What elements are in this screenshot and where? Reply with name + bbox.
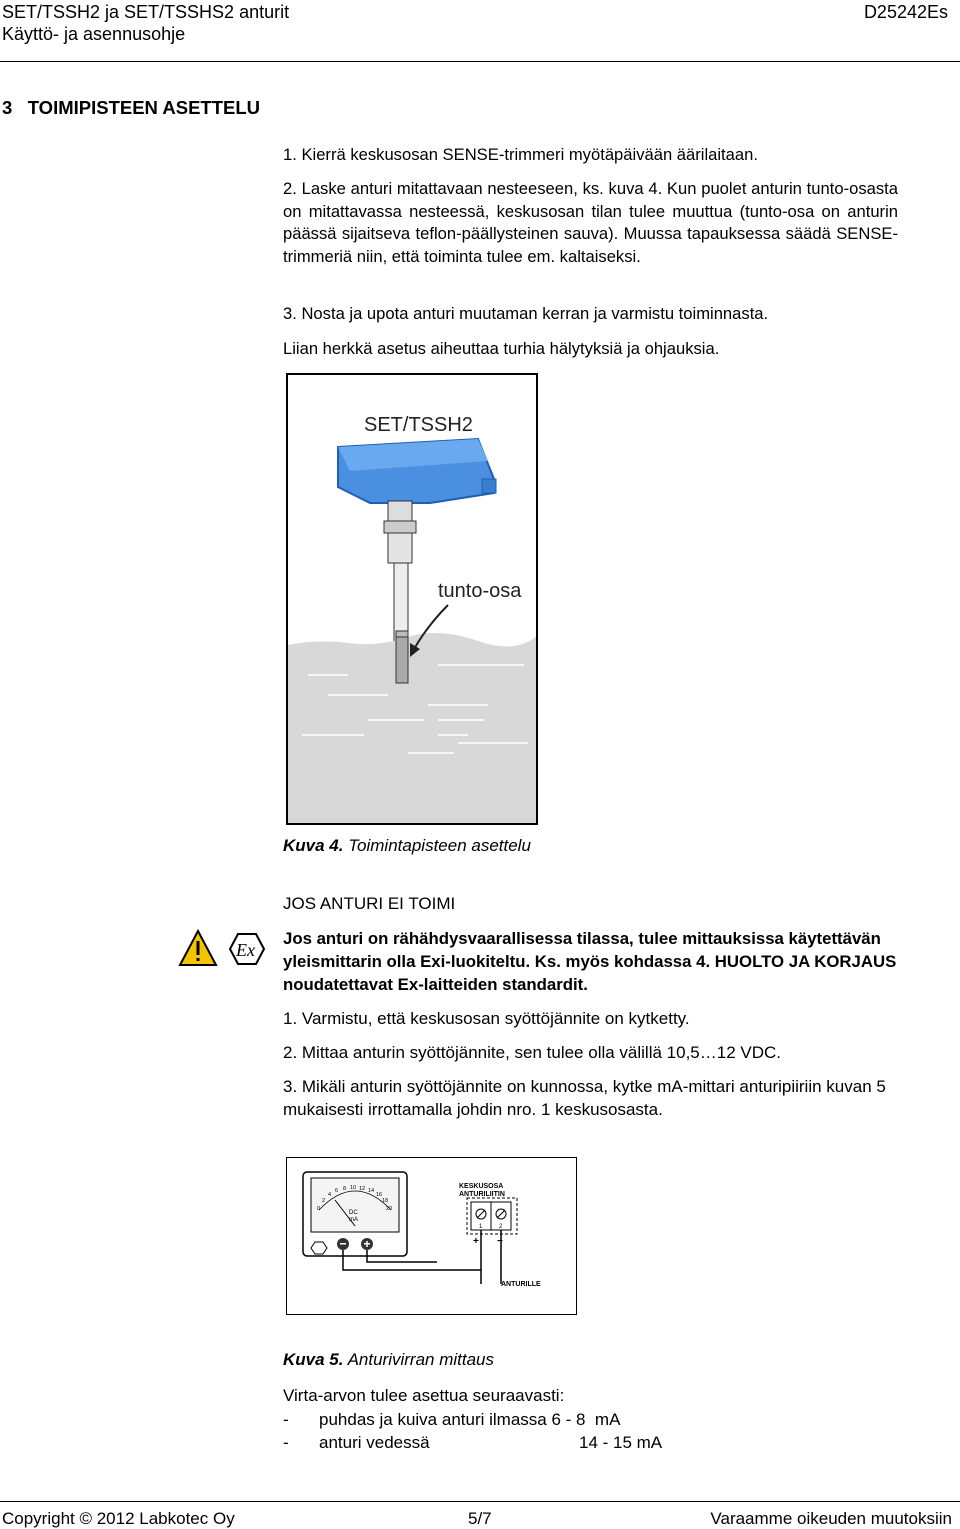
device-label: SET/TSSH2 bbox=[364, 414, 473, 436]
sensor-fitting bbox=[388, 533, 412, 563]
troubleshoot-step-2: 2. Mittaa anturin syöttöjännite, sen tulee olla välillä 10,5…12 VDC. bbox=[283, 1043, 781, 1062]
warning-triangle-icon bbox=[180, 931, 216, 965]
svg-text:10: 10 bbox=[350, 1185, 357, 1191]
warning-icons bbox=[178, 928, 268, 970]
svg-text:20: 20 bbox=[386, 1206, 393, 1212]
meter-ex-icon bbox=[311, 1242, 327, 1254]
sensor-nut bbox=[384, 521, 416, 533]
svg-text:12: 12 bbox=[359, 1186, 366, 1192]
svg-text:6: 6 bbox=[335, 1188, 339, 1194]
ex-symbol-icon bbox=[230, 934, 264, 964]
figure-4-number: Kuva 4. bbox=[283, 836, 344, 855]
ma-meter bbox=[303, 1172, 407, 1256]
measurement-illustration bbox=[287, 1158, 577, 1315]
troubleshoot-step-1: 1. Varmistu, että keskusosan syöttöjännite on kytketty. bbox=[283, 1009, 690, 1028]
step-3: 3. Nosta ja upota anturi muutaman kerran ja varmistu toiminnasta. bbox=[283, 304, 769, 323]
sensor-neck bbox=[388, 501, 412, 521]
figure-4-caption bbox=[283, 836, 531, 856]
sensing-tip-submerged bbox=[396, 637, 408, 683]
figure-4-sensor-diagram bbox=[286, 373, 538, 825]
plus-sign: + bbox=[473, 1236, 479, 1247]
liquid bbox=[288, 633, 538, 825]
current-values bbox=[283, 1384, 662, 1455]
cable-gland bbox=[482, 479, 496, 493]
current-item-water-value: 14 - 15 mA bbox=[579, 1433, 663, 1452]
meter-unit-dc: DC bbox=[349, 1210, 358, 1216]
doc-code: D25242Es bbox=[863, 2, 948, 22]
current-item-water-label: anturi vedessä bbox=[319, 1433, 430, 1452]
figure-4-text: Toimintapisteen asettelu bbox=[343, 836, 531, 855]
svg-text:16: 16 bbox=[376, 1192, 383, 1198]
central-unit-connector bbox=[459, 1183, 517, 1247]
figure-5-measurement-diagram bbox=[286, 1157, 577, 1315]
figure-5-number: Kuva 5. bbox=[283, 1350, 344, 1369]
svg-text:Ex: Ex bbox=[236, 940, 255, 960]
pointer-label: tunto-osa bbox=[438, 580, 522, 602]
troubleshoot-heading: JOS ANTURI EI TOIMI bbox=[283, 894, 456, 913]
svg-text:0: 0 bbox=[317, 1206, 321, 1212]
terminal-1-label: 1 bbox=[479, 1224, 483, 1230]
meter-unit-ma: mA bbox=[349, 1217, 358, 1223]
step-2: 2. Laske anturi mitattavaan nesteeseen, ks. kuva 4. Kun puolet anturin tunto-osasta on mitattavassa nesteessä, keskusosan tilan tulee muuttua (tunto-osa on anturin päässä sijaitseva teflon-päällysteinen sauva). Muussa tapauksessa säädä SENSE-trimmeriä niin, että toiminta tulee em. kaltaiseksi. bbox=[283, 179, 898, 266]
minus-sign: − bbox=[497, 1236, 503, 1247]
page-number: 5/7 bbox=[468, 1509, 492, 1528]
troubleshoot-step-3: 3. Mikäli anturin syöttöjännite on kunnossa, kytke mA-mittari anturipiiriin kuvan 5 mukaisesti irrottamalla johdin nro. 1 keskusosasta. bbox=[283, 1077, 886, 1119]
terminal-2-label: 2 bbox=[499, 1224, 503, 1230]
panel-title-1: KESKUSOSA bbox=[459, 1183, 504, 1190]
ex-warning-text: Jos anturi on rähähdysvaarallisessa tilassa, tulee mittauksissa käytettävän yleismittarin olla Exi-luokiteltu. Ks. myös kohdassa 4. HUOLTO JA KORJAUS noudatettavat Ex-laitteiden standardit. bbox=[283, 929, 897, 994]
sensitivity-note: Liian herkkä asetus aiheuttaa turhia hälytyksiä ja ohjauksia. bbox=[283, 339, 720, 358]
doc-title: SET/TSSH2 ja SET/TSSHS2 anturit bbox=[2, 2, 290, 22]
current-item-air-label: puhdas ja kuiva anturi ilmassa 6 - 8 mA bbox=[319, 1409, 621, 1429]
sensor-label: ANTURILLE bbox=[501, 1281, 541, 1288]
figure-5-caption bbox=[283, 1350, 494, 1370]
copyright: Copyright © 2012 Labkotec Oy bbox=[2, 1509, 235, 1528]
section-title: 3 TOIMIPISTEEN ASETTELU bbox=[2, 97, 261, 118]
svg-text:4: 4 bbox=[328, 1192, 332, 1198]
current-item-air: - puhdas ja kuiva anturi ilmassa 6 - 8 mA bbox=[283, 1408, 662, 1432]
svg-text:14: 14 bbox=[368, 1188, 375, 1194]
svg-text:18: 18 bbox=[382, 1198, 389, 1204]
doc-subtitle: Käyttö- ja asennusohje bbox=[2, 24, 186, 44]
current-item-water: - anturi vedessä 14 - 15 mA bbox=[283, 1431, 662, 1455]
current-intro: Virta-arvon tulee asettua seuraavasti: bbox=[283, 1386, 565, 1405]
svg-text:2: 2 bbox=[322, 1198, 326, 1204]
svg-text:8: 8 bbox=[343, 1186, 347, 1192]
rights-notice: Varaamme oikeuden muutoksiin bbox=[710, 1509, 952, 1528]
panel-title-2: ANTURILIITIN bbox=[459, 1191, 505, 1198]
page-header bbox=[0, 0, 960, 62]
sensor-illustration bbox=[288, 375, 538, 825]
step-1: 1. Kierrä keskusosan SENSE-trimmeri myötäpäivään äärilaitaan. bbox=[283, 145, 758, 164]
page-footer bbox=[0, 1501, 960, 1529]
figure-5-text: Anturivirran mittaus bbox=[343, 1350, 495, 1369]
